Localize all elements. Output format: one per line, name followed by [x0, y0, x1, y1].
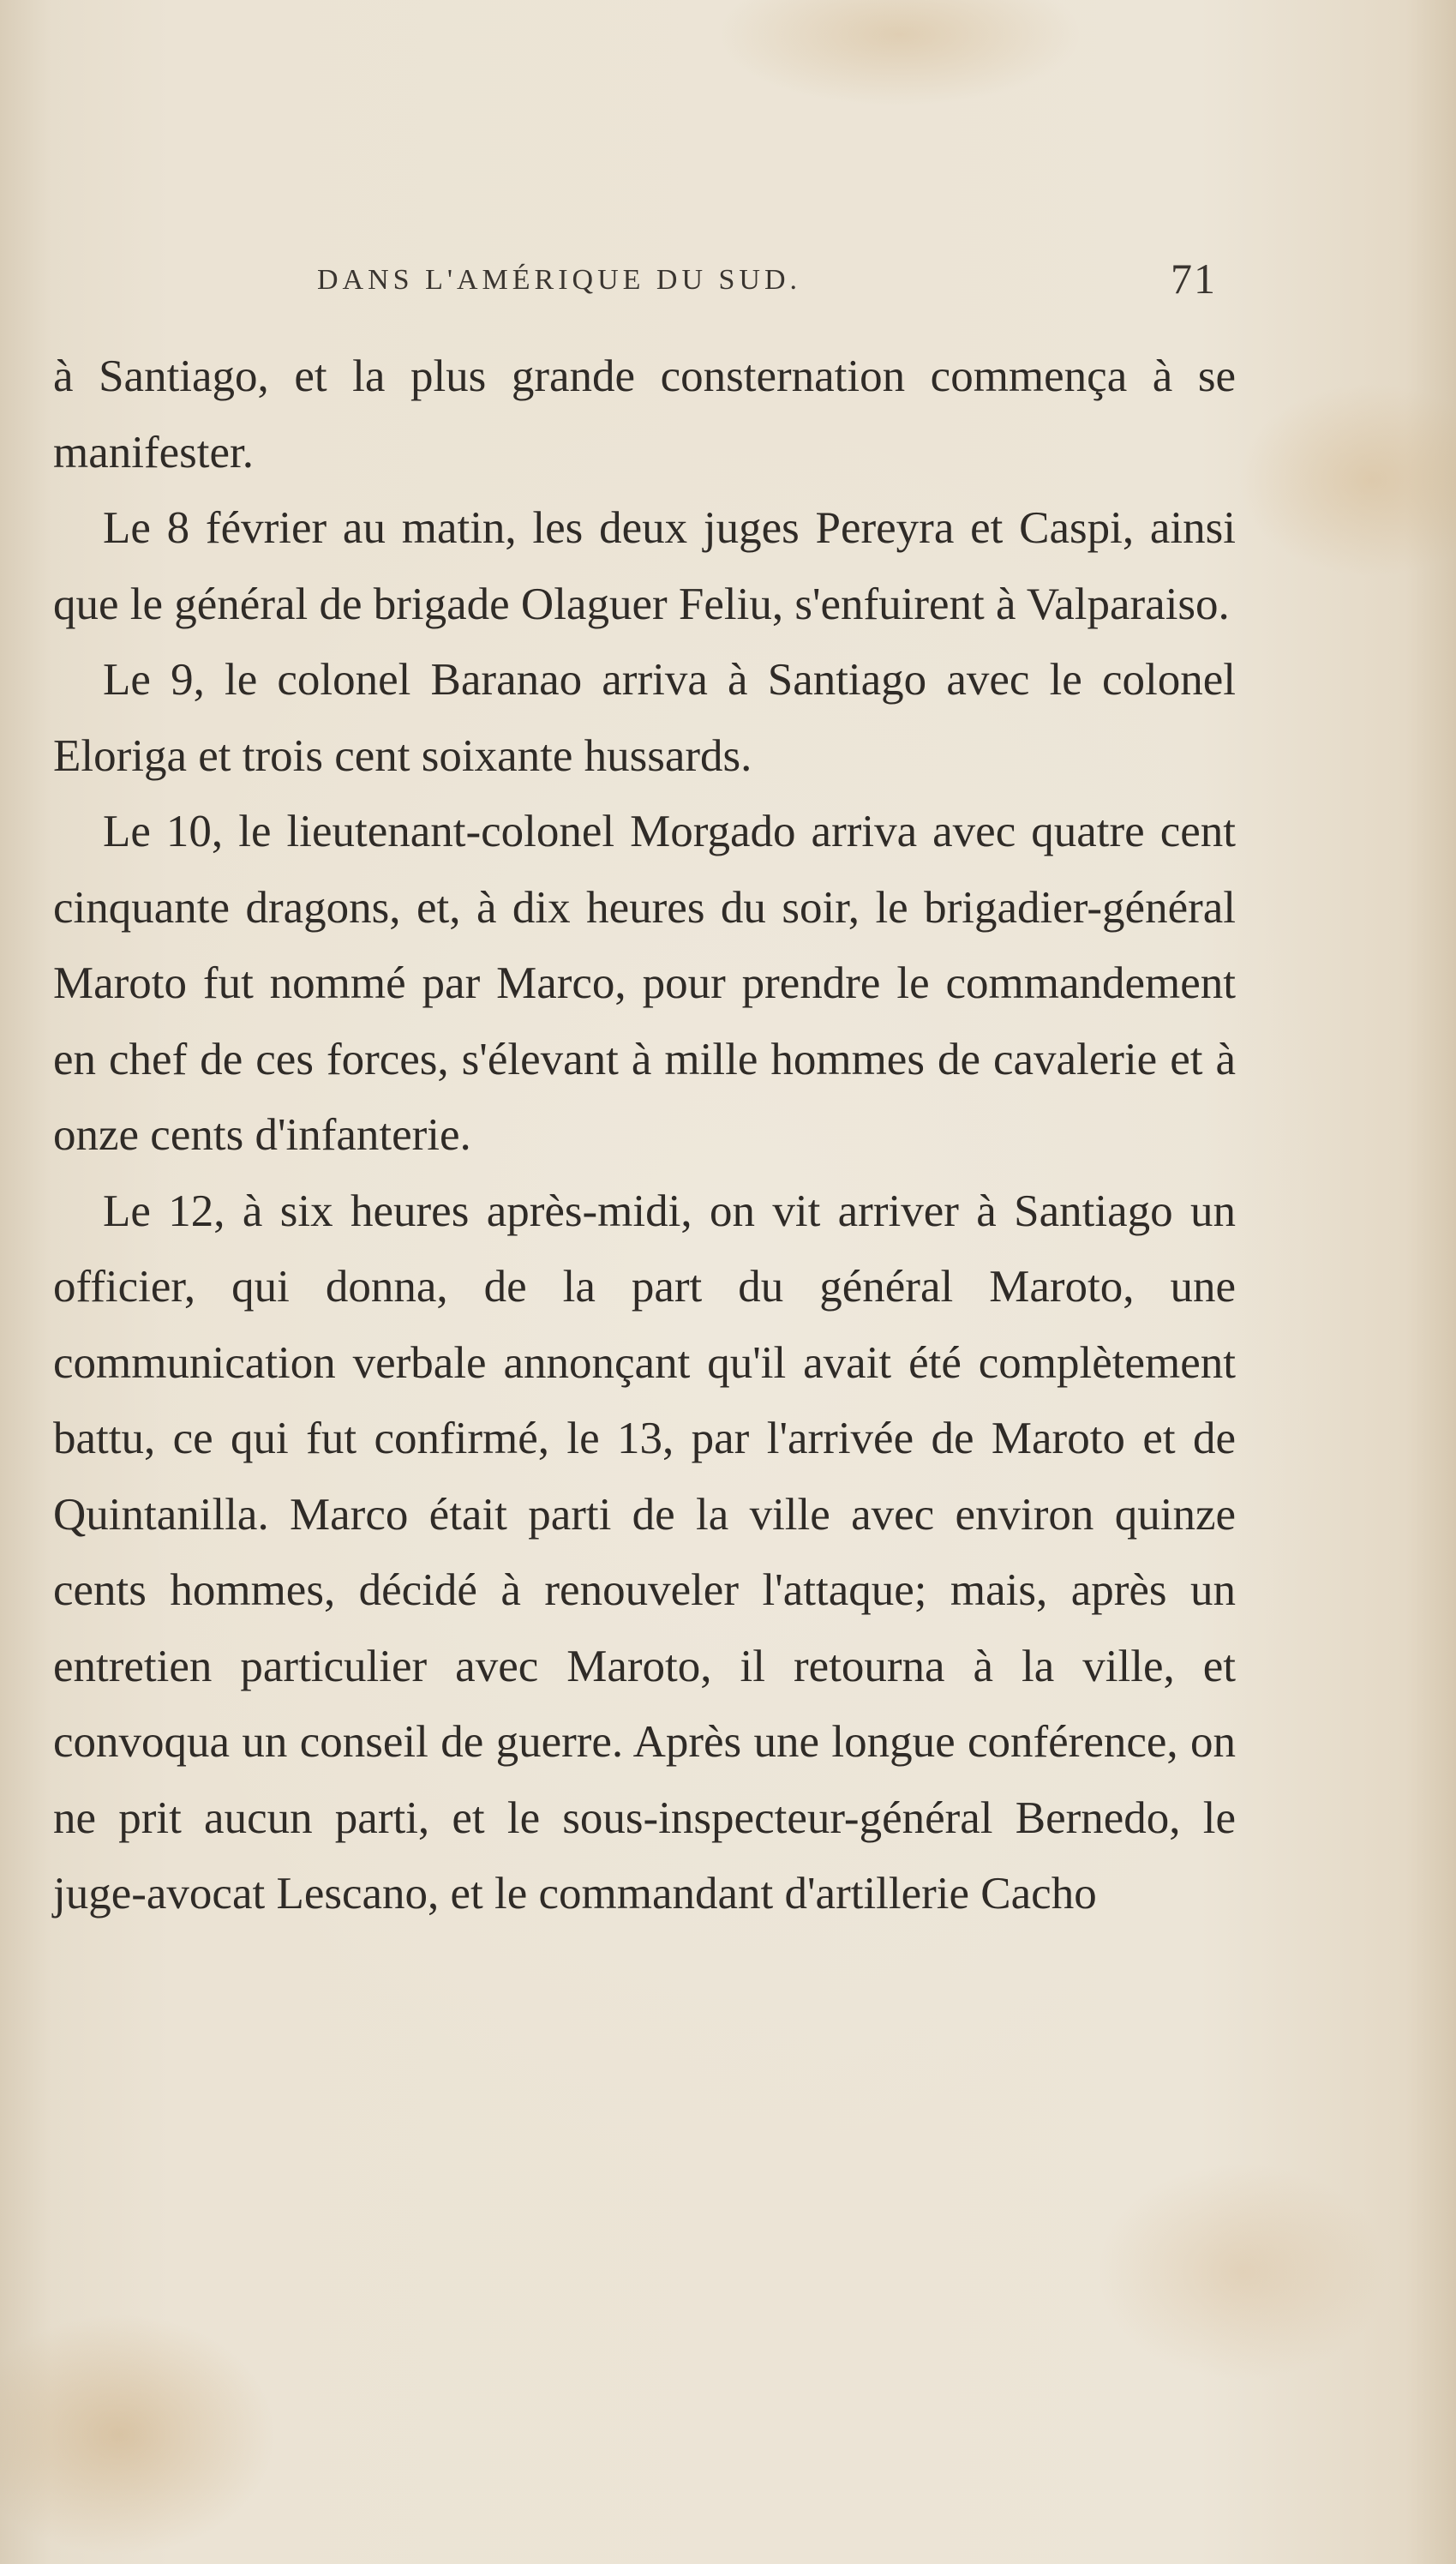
paragraph-feb-9: Le 9, le colonel Baranao arriva à Santiago avec le colonel Eloriga et trois cent soixante hussards.: [53, 655, 1236, 781]
body-text: [53, 339, 1236, 1932]
paragraph-feb-10: Le 10, le lieutenant-colonel Morgado arriva avec quatre cent cinquante dragons, et, à dix heures du soir, le brigadier-général Maroto fut nommé par Marco, pour prendre le commandement en chef de ces forces, s'élevant à mille hommes de cavalerie et à onze cents d'infanterie.: [53, 807, 1236, 1160]
running-head: [317, 257, 1217, 309]
paragraph-feb-8: Le 8 février au matin, les deux juges Pereyra et Caspi, ainsi que le général de brigade Olaguer Feliu, s'enfuirent à Valparaiso.: [53, 503, 1236, 629]
page-number: 71: [1171, 255, 1217, 303]
paragraph-feb-12: Le 12, à six heures après-midi, on vit arriver à Santiago un officier, qui donna, de la part du général Maroto, une communication verbale annonçant qu'il avait été complètement battu, ce qui fut confirmé, le 13, par l'arrivée de Maroto et de Quintanilla. Marco était parti de la ville avec environ quinze cents hommes, décidé à renouveler l'attaque; mais, après un entretien particulier avec Maroto, il retourna à la ville, et convoqua un conseil de guerre. Après une longue conférence, on ne prit aucun parti, et le sous-inspecteur-général Bernedo, le juge-avocat Lescano, et le commandant d'artillerie Cacho: [53, 1186, 1236, 1918]
running-head-title: DANS L'AMÉRIQUE DU SUD.: [317, 264, 802, 296]
paragraph-continuation: à Santiago, et la plus grande consternation commença à se manifester.: [53, 351, 1236, 477]
